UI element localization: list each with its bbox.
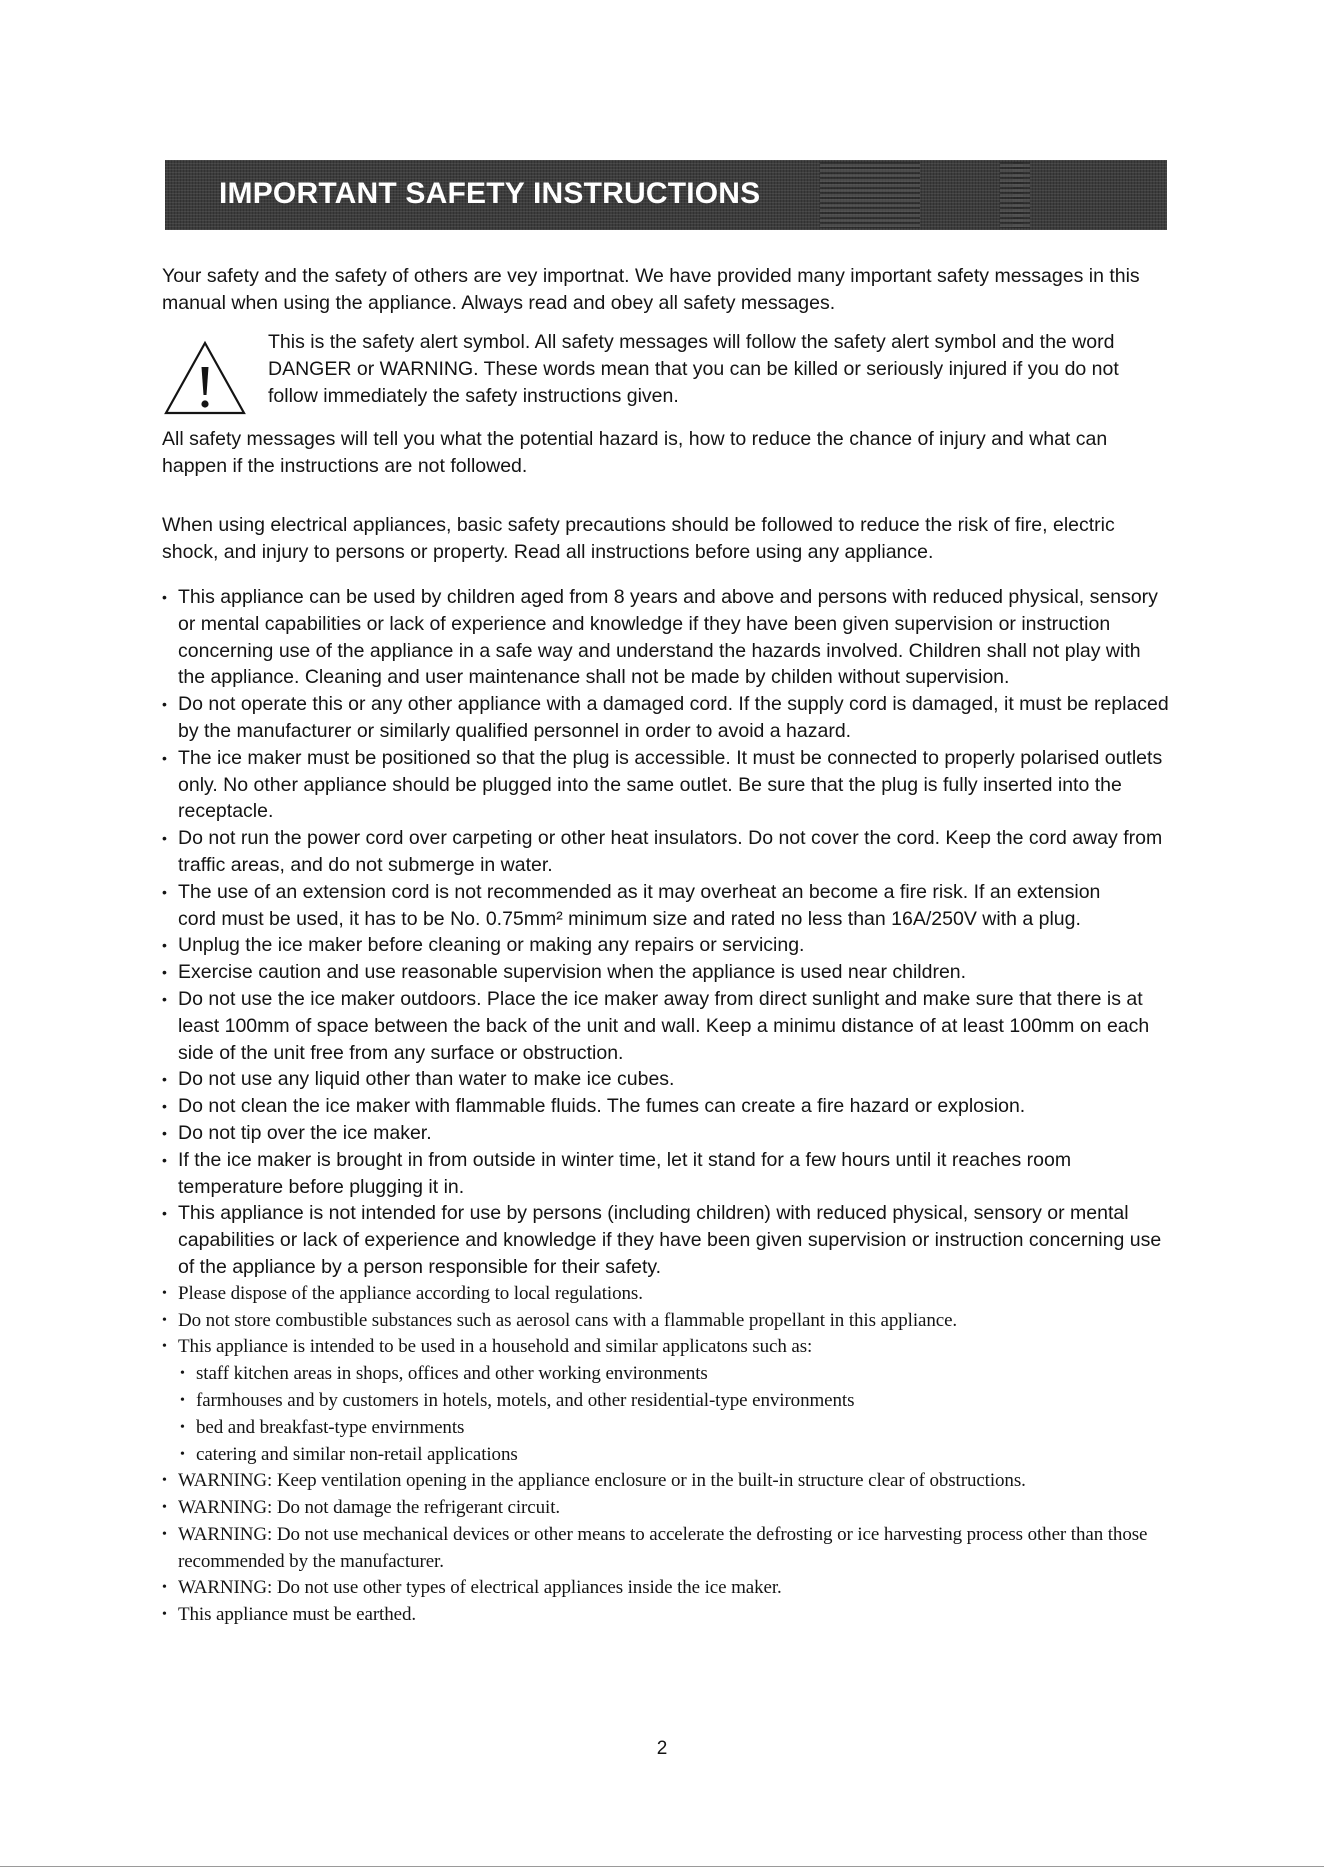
bottom-divider bbox=[0, 1866, 1324, 1867]
list-item: • This appliance is not intended for use by persons (including children) with reduced physical, sensory or mental capabilities or lack of experience and knowledge if they have been given supervision or instruction concerning use of the appliance by a person responsible for their safety. bbox=[162, 1200, 1172, 1280]
list-item: • Do not tip over the ice maker. bbox=[162, 1120, 1172, 1147]
list-item: • This appliance is intended to be used in a household and similar applicatons such as: bbox=[162, 1334, 1172, 1361]
list-item: • WARNING: Keep ventilation opening in the appliance enclosure or in the built-in structure clear of obstructions. bbox=[162, 1468, 1172, 1495]
list-item: • WARNING: Do not use other types of electrical appliances inside the ice maker. bbox=[162, 1575, 1172, 1602]
list-item: • Please dispose of the appliance according to local regulations. bbox=[162, 1281, 1172, 1308]
sub-list-item: • farmhouses and by customers in hotels, motels, and other residential-type environments bbox=[162, 1388, 1172, 1415]
safety-messages-paragraph: All safety messages will tell you what the potential hazard is, how to reduce the chance of injury and what can happen if the instructions are not followed. bbox=[162, 428, 1108, 477]
banner-texture bbox=[1013, 162, 1023, 228]
safety-alert-text: This is the safety alert symbol. All safety messages will follow the safety alert symbol and the word DANGER or WARNING. These words mean that you can be killed or seriously injured if you do not follow immediately the safety instructions given. bbox=[268, 331, 1119, 407]
safety-instructions-list bbox=[162, 584, 1172, 1629]
list-item: • This appliance must be earthed. bbox=[162, 1602, 1172, 1629]
list-item: • Do not use any liquid other than water to make ice cubes. bbox=[162, 1066, 1172, 1093]
list-item: • The use of an extension cord is not recommended as it may overheat an become a fire risk. If an extension cord must be used, it has to be No. 0.75mm² minimum size and rated no less than 16A/250V with a plug. bbox=[162, 879, 1172, 933]
list-item: • Unplug the ice maker before cleaning or making any repairs or servicing. bbox=[162, 932, 1172, 959]
list-item: • Do not operate this or any other appliance with a damaged cord. If the supply cord is damaged, it must be replaced by the manufacturer or similarly qualified personnel in order to avoid a hazard. bbox=[162, 691, 1172, 745]
sub-list-item: • bed and breakfast-type envirnments bbox=[162, 1415, 1172, 1442]
list-item: • If the ice maker is brought in from outside in winter time, let it stand for a few hours until it reaches room temperature before plugging it in. bbox=[162, 1147, 1172, 1201]
list-item: • Exercise caution and use reasonable supervision when the appliance is used near children. bbox=[162, 959, 1172, 986]
page-title: IMPORTANT SAFETY INSTRUCTIONS bbox=[219, 177, 761, 210]
warning-triangle-icon bbox=[162, 339, 248, 417]
banner-texture bbox=[820, 162, 920, 228]
list-item: • Do not use the ice maker outdoors. Place the ice maker away from direct sunlight and make sure that there is at least 100mm of space between the back of the unit and wall. Keep a minimu distance of at least 100mm on each side of the unit free from any surface or obstruction. bbox=[162, 986, 1172, 1066]
list-item: • The ice maker must be positioned so that the plug is accessible. It must be connected to properly polarised outlets only. No other appliance should be plugged into the same outlet. Be sure that the plug is fully inserted into the receptacle. bbox=[162, 745, 1172, 825]
sub-list-item: • catering and similar non-retail applications bbox=[162, 1442, 1172, 1469]
precautions-paragraph: When using electrical appliances, basic safety precautions should be followed to reduce the risk of fire, electric shock, and injury to persons or property. Read all instructions before using any appliance. bbox=[162, 514, 1115, 563]
list-item: • Do not clean the ice maker with flammable fluids. The fumes can create a fire hazard or explosion. bbox=[162, 1093, 1172, 1120]
list-item: • Do not run the power cord over carpeting or other heat insulators. Do not cover the cord. Keep the cord away from traffic areas, and do not submerge in water. bbox=[162, 825, 1172, 879]
list-item: • WARNING: Do not use mechanical devices or other means to accelerate the defrosting or ice harvesting process other than those recommended by the manufacturer. bbox=[162, 1522, 1172, 1576]
page-number: 2 bbox=[656, 1738, 668, 1759]
intro-paragraph: Your safety and the safety of others are vey importnat. We have provided many important safety messages in this manual when using the appliance. Always read and obey all safety messages. bbox=[162, 265, 1140, 314]
list-item: • WARNING: Do not damage the refrigerant circuit. bbox=[162, 1495, 1172, 1522]
sub-list-item: • staff kitchen areas in shops, offices and other working environments bbox=[162, 1361, 1172, 1388]
list-item: • This appliance can be used by children aged from 8 years and above and persons with reduced physical, sensory or mental capabilities or lack of experience and knowledge if they have been given supervision or instruction concerning use of the appliance in a safe way and understand the hazards involved. Children shall not play with the appliance. Cleaning and user maintenance shall not be made by childen without supervision. bbox=[162, 584, 1172, 691]
list-item: • Do not store combustible substances such as aerosol cans with a flammable propellant in this appliance. bbox=[162, 1308, 1172, 1335]
header-banner bbox=[165, 160, 1167, 230]
